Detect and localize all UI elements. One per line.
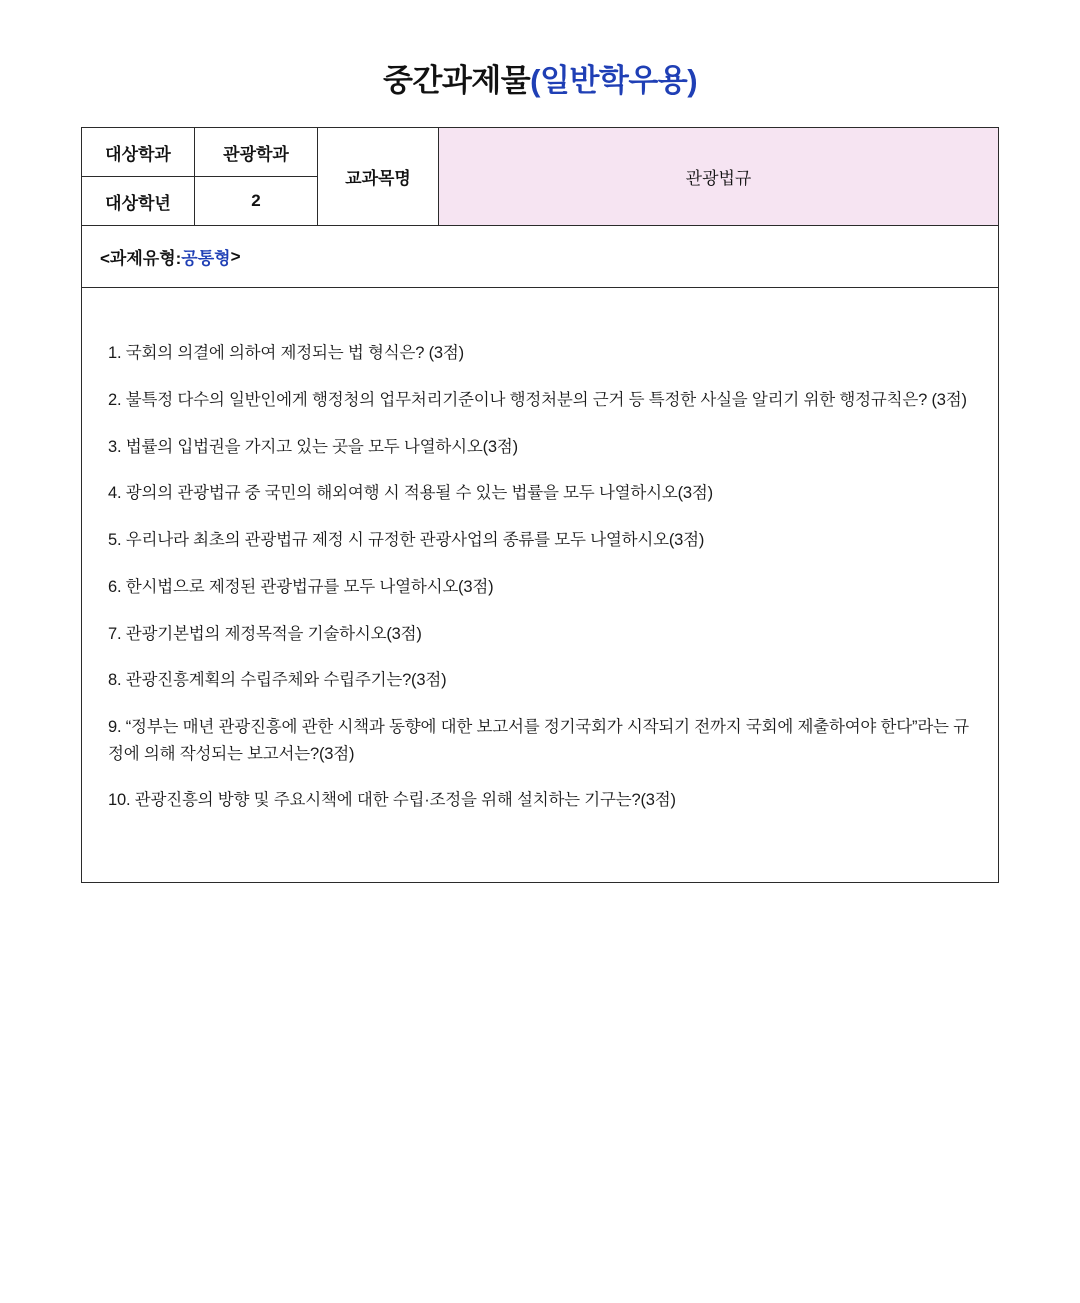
document-page [0,62,1080,1303]
page-title [0,62,1080,99]
list-item: 3. 법률의 입법권을 가지고 있는 곳을 모두 나열하시오(3점) [108,437,518,456]
grade-value: 2 [195,177,318,226]
list-item: 6. 한시법으로 제정된 관광법규를 모두 나열하시오(3점) [108,577,494,596]
page-title-suffix: (일반학우용) [530,63,698,98]
list-item: 2. 불특정 다수의 일반인에게 행정청의 업무처리기준이나 행정처분의 근거 등 특정한 사실을 알리기 위한 행정규칙은? (3점) [108,390,967,409]
assignment-type-prefix: <과제유형: [100,249,182,269]
list-item: 1. 국회의 의결에 의하여 제정되는 법 형식은? (3점) [108,344,464,363]
subject-label: 교과목명 [318,128,439,226]
list-item: 9. “정부는 매년 관광진흥에 관한 시책과 동향에 대한 보고서를 정기국회가 시작되기 전까지 국회에 제출하여야 한다”라는 규정에 의해 작성되는 보고서는?(3점) [108,717,969,763]
assignment-type-row [81,226,999,288]
list-item: 8. 관광진흥계획의 수립주체와 수립주기는?(3점) [108,671,447,690]
grade-label: 대상학년 [82,177,195,226]
table-row [82,128,999,177]
department-label: 대상학과 [82,128,195,177]
subject-value: 관광법규 [439,128,999,226]
page-title-main: 중간과제물 [382,63,531,98]
list-item: 5. 우리나라 최초의 관광법규 제정 시 규정한 관광사업의 종류를 모두 나열하시오(3점) [108,531,705,550]
questions-body [81,288,999,883]
assignment-type-suffix: > [230,246,241,266]
assignment-sheet [81,127,999,883]
department-value: 관광학과 [195,128,318,177]
assignment-type-value: 공통형 [181,249,231,269]
list-item: 7. 관광기본법의 제정목적을 기술하시오(3점) [108,624,422,643]
info-table [81,127,999,226]
list-item: 4. 광의의 관광법규 중 국민의 해외여행 시 적용될 수 있는 법률을 모두 나열하시오(3점) [108,484,713,503]
list-item: 10. 관광진흥의 방향 및 주요시책에 대한 수립·조정을 위해 설치하는 기구는?(3점) [108,791,676,810]
